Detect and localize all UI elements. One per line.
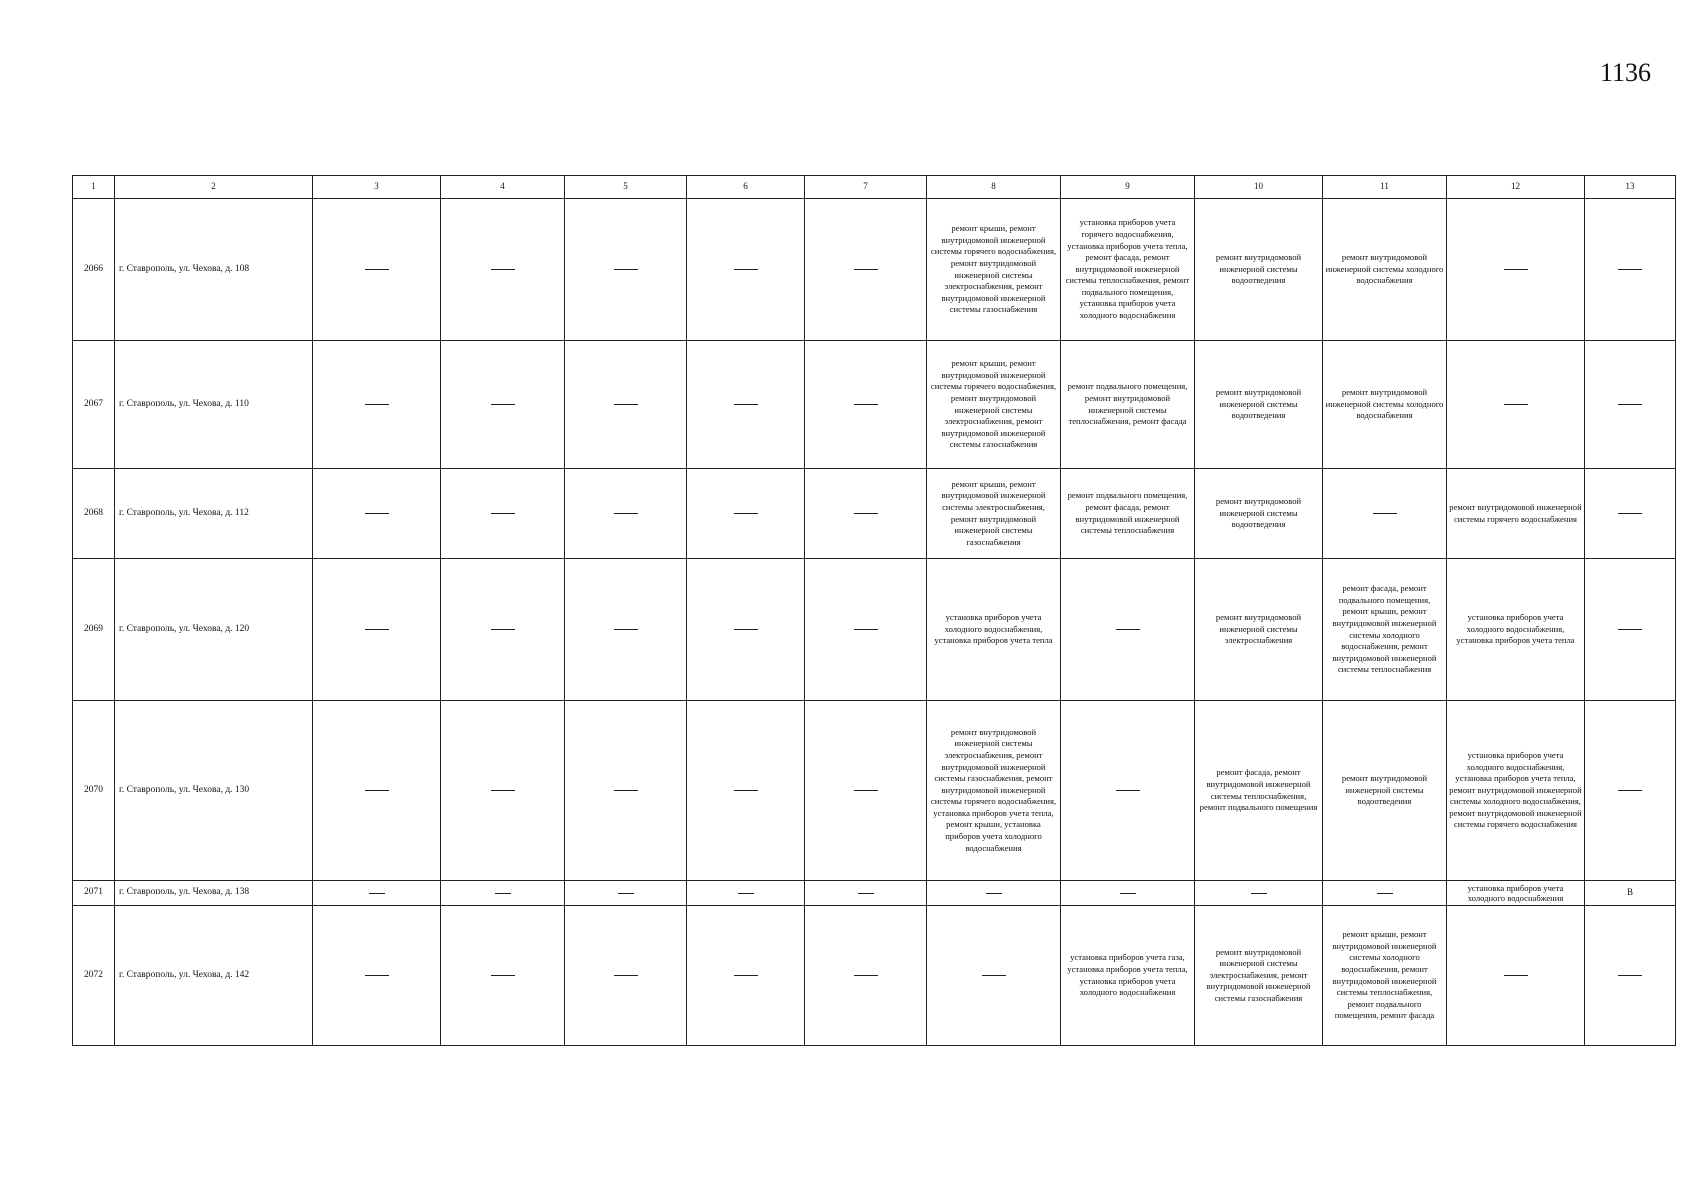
empty-cell	[313, 199, 441, 341]
works-col-8: ремонт крыши, ремонт внутридомовой инженерной системы горячего водоснабжения, ремонт внутридомовой инженерной системы электроснабжения, ремонт внутридомовой инженерной системы газоснабжения	[927, 341, 1061, 469]
dash-mark	[614, 404, 638, 405]
dash-mark	[491, 790, 515, 791]
empty-cell	[313, 906, 441, 1046]
dash-mark	[1116, 790, 1140, 791]
empty-cell	[441, 469, 565, 559]
header-row	[73, 176, 1676, 199]
dash-mark	[1373, 513, 1397, 514]
dash-mark	[614, 975, 638, 976]
col-header-6: 6	[687, 176, 805, 199]
empty-cell	[805, 341, 927, 469]
dash-mark	[365, 404, 389, 405]
empty-cell	[1585, 559, 1676, 701]
col-header-9: 9	[1061, 176, 1195, 199]
works-col-10: ремонт внутридомовой инженерной системы водоотведения	[1195, 341, 1323, 469]
empty-cell	[687, 906, 805, 1046]
table-row	[73, 906, 1676, 1046]
dash-mark	[1618, 975, 1642, 976]
dash-mark	[1120, 893, 1136, 894]
dash-mark	[734, 513, 758, 514]
works-col-9: ремонт подвального помещения, ремонт фасада, ремонт внутридомовой инженерной системы теплоснабжения	[1061, 469, 1195, 559]
dash-mark	[614, 790, 638, 791]
col-header-3: 3	[313, 176, 441, 199]
col-header-10: 10	[1195, 176, 1323, 199]
dash-mark	[854, 975, 878, 976]
empty-cell	[1447, 199, 1585, 341]
works-col-8: ремонт крыши, ремонт внутридомовой инженерной системы горячего водоснабжения, ремонт внутридомовой инженерной системы электроснабжения, ремонт внутридомовой инженерной системы газоснабжения	[927, 199, 1061, 341]
works-col-11: ремонт внутридомовой инженерной системы холодного водоснабжения	[1323, 341, 1447, 469]
works-col-10: ремонт фасада, ремонт внутридомовой инженерной системы теплоснабжения, ремонт подвального помещения	[1195, 701, 1323, 881]
empty-cell	[565, 881, 687, 906]
table-row	[73, 341, 1676, 469]
col-header-5: 5	[565, 176, 687, 199]
empty-cell	[687, 469, 805, 559]
empty-cell	[313, 559, 441, 701]
col-header-8: 8	[927, 176, 1061, 199]
dash-mark	[365, 975, 389, 976]
dash-mark	[986, 893, 1002, 894]
dash-mark	[734, 404, 758, 405]
dash-mark	[614, 269, 638, 270]
works-col-8: ремонт крыши, ремонт внутридомовой инженерной системы электроснабжения, ремонт внутридомовой инженерной системы газоснабжения	[927, 469, 1061, 559]
dash-mark	[982, 975, 1006, 976]
works-col-12: ремонт внутридомовой инженерной системы горячего водоснабжения	[1447, 469, 1585, 559]
empty-cell	[1323, 881, 1447, 906]
dash-mark	[618, 893, 634, 894]
empty-cell	[1585, 341, 1676, 469]
empty-cell	[1061, 881, 1195, 906]
table-row	[73, 881, 1676, 906]
empty-cell	[313, 469, 441, 559]
table-row	[73, 469, 1676, 559]
works-col-9: установка приборов учета газа, установка приборов учета тепла, установка приборов учета холодного водоснабжения	[1061, 906, 1195, 1046]
empty-cell	[313, 701, 441, 881]
dash-mark	[734, 629, 758, 630]
works-col-12: установка приборов учета холодного водоснабжения, установка приборов учета тепла, ремонт внутридомовой инженерной системы холодного водоснабжения, ремонт внутридомовой инженерной системы горячего водоснабжения	[1447, 701, 1585, 881]
table-row	[73, 559, 1676, 701]
address: г. Ставрополь, ул. Чехова, д. 120	[115, 559, 313, 701]
empty-cell	[441, 559, 565, 701]
empty-cell	[313, 881, 441, 906]
works-col-11: ремонт крыши, ремонт внутридомовой инженерной системы холодного водоснабжения, ремонт внутридомовой инженерной системы теплоснабжения, ремонт подвального помещения, ремонт фасада	[1323, 906, 1447, 1046]
empty-cell	[687, 881, 805, 906]
empty-cell	[1585, 701, 1676, 881]
dash-mark	[1618, 629, 1642, 630]
works-col-8: установка приборов учета холодного водоснабжения, установка приборов учета тепла	[927, 559, 1061, 701]
dash-mark	[491, 269, 515, 270]
empty-cell	[1447, 906, 1585, 1046]
dash-mark	[365, 790, 389, 791]
empty-cell	[565, 559, 687, 701]
empty-cell	[1585, 906, 1676, 1046]
empty-cell	[687, 199, 805, 341]
empty-cell	[927, 906, 1061, 1046]
marker-letter: В	[1585, 881, 1676, 906]
col-header-12: 12	[1447, 176, 1585, 199]
col-header-11: 11	[1323, 176, 1447, 199]
dash-mark	[491, 404, 515, 405]
col-header-13: 13	[1585, 176, 1676, 199]
empty-cell	[565, 701, 687, 881]
works-col-11: ремонт фасада, ремонт подвального помещения, ремонт крыши, ремонт внутридомовой инженерной системы холодного водоснабжения, ремонт внутридомовой инженерной системы теплоснабжения	[1323, 559, 1447, 701]
dash-mark	[491, 975, 515, 976]
empty-cell	[805, 701, 927, 881]
dash-mark	[1251, 893, 1267, 894]
dash-mark	[614, 629, 638, 630]
repair-register-table	[72, 175, 1676, 1046]
works-col-9: установка приборов учета горячего водоснабжения, установка приборов учета тепла, ремонт фасада, ремонт внутридомовой инженерной системы теплоснабжения, ремонт подвального помещения, установка приборов учета холодного водоснабжения	[1061, 199, 1195, 341]
empty-cell	[1323, 469, 1447, 559]
dash-mark	[854, 790, 878, 791]
col-header-2: 2	[115, 176, 313, 199]
empty-cell	[565, 469, 687, 559]
address: г. Ставрополь, ул. Чехова, д. 108	[115, 199, 313, 341]
dash-mark	[491, 629, 515, 630]
dash-mark	[734, 975, 758, 976]
empty-cell	[565, 906, 687, 1046]
works-col-10: ремонт внутридомовой инженерной системы электроснабжения	[1195, 559, 1323, 701]
dash-mark	[858, 893, 874, 894]
dash-mark	[738, 893, 754, 894]
dash-mark	[854, 513, 878, 514]
empty-cell	[805, 469, 927, 559]
dash-mark	[734, 269, 758, 270]
dash-mark	[1504, 269, 1528, 270]
dash-mark	[1504, 404, 1528, 405]
address: г. Ставрополь, ул. Чехова, д. 138	[115, 881, 313, 906]
row-number: 2070	[73, 701, 115, 881]
empty-cell	[805, 559, 927, 701]
works-col-11: ремонт внутридомовой инженерной системы холодного водоснабжения	[1323, 199, 1447, 341]
page-number: 1136	[1600, 58, 1652, 87]
empty-cell	[805, 199, 927, 341]
dash-mark	[1618, 404, 1642, 405]
empty-cell	[927, 881, 1061, 906]
works-col-9: ремонт подвального помещения, ремонт внутридомовой инженерной системы теплоснабжения, ремонт фасада	[1061, 341, 1195, 469]
dash-mark	[1504, 975, 1528, 976]
dash-mark	[1618, 513, 1642, 514]
empty-cell	[1061, 701, 1195, 881]
address: г. Ставрополь, ул. Чехова, д. 130	[115, 701, 313, 881]
empty-cell	[441, 199, 565, 341]
row-number: 2068	[73, 469, 115, 559]
empty-cell	[441, 701, 565, 881]
empty-cell	[805, 906, 927, 1046]
col-header-7: 7	[805, 176, 927, 199]
col-header-1: 1	[73, 176, 115, 199]
works-col-12: установка приборов учета холодного водоснабжения	[1447, 881, 1585, 906]
empty-cell	[687, 701, 805, 881]
table-row	[73, 701, 1676, 881]
address: г. Ставрополь, ул. Чехова, д. 142	[115, 906, 313, 1046]
empty-cell	[565, 199, 687, 341]
row-number: 2072	[73, 906, 115, 1046]
dash-mark	[365, 513, 389, 514]
dash-mark	[365, 629, 389, 630]
dash-mark	[491, 513, 515, 514]
empty-cell	[441, 906, 565, 1046]
dash-mark	[1377, 893, 1393, 894]
empty-cell	[805, 881, 927, 906]
row-number: 2067	[73, 341, 115, 469]
empty-cell	[1585, 469, 1676, 559]
empty-cell	[1061, 559, 1195, 701]
empty-cell	[687, 341, 805, 469]
row-number: 2069	[73, 559, 115, 701]
empty-cell	[313, 341, 441, 469]
empty-cell	[1447, 341, 1585, 469]
empty-cell	[687, 559, 805, 701]
works-col-10: ремонт внутридомовой инженерной системы водоотведения	[1195, 199, 1323, 341]
dash-mark	[854, 629, 878, 630]
works-col-10: ремонт внутридомовой инженерной системы водоотведения	[1195, 469, 1323, 559]
dash-mark	[1618, 790, 1642, 791]
dash-mark	[1116, 629, 1140, 630]
empty-cell	[441, 881, 565, 906]
row-number: 2071	[73, 881, 115, 906]
works-col-12: установка приборов учета холодного водоснабжения, установка приборов учета тепла	[1447, 559, 1585, 701]
dash-mark	[614, 513, 638, 514]
address: г. Ставрополь, ул. Чехова, д. 110	[115, 341, 313, 469]
empty-cell	[1585, 199, 1676, 341]
col-header-4: 4	[441, 176, 565, 199]
works-col-11: ремонт внутридомовой инженерной системы водоотведения	[1323, 701, 1447, 881]
works-col-10: ремонт внутридомовой инженерной системы электроснабжения, ремонт внутридомовой инженерной системы газоснабжения	[1195, 906, 1323, 1046]
dash-mark	[734, 790, 758, 791]
dash-mark	[365, 269, 389, 270]
works-col-8: ремонт внутридомовой инженерной системы электроснабжения, ремонт внутридомовой инженерной системы газоснабжения, ремонт внутридомовой инженерной системы горячего водоснабжения, установка приборов учета тепла, ремонт крыши, установка приборов учета холодного водоснабжения	[927, 701, 1061, 881]
address: г. Ставрополь, ул. Чехова, д. 112	[115, 469, 313, 559]
row-number: 2066	[73, 199, 115, 341]
dash-mark	[854, 269, 878, 270]
dash-mark	[854, 404, 878, 405]
table-row	[73, 199, 1676, 341]
empty-cell	[441, 341, 565, 469]
empty-cell	[565, 341, 687, 469]
dash-mark	[369, 893, 385, 894]
empty-cell	[1195, 881, 1323, 906]
dash-mark	[495, 893, 511, 894]
dash-mark	[1618, 269, 1642, 270]
